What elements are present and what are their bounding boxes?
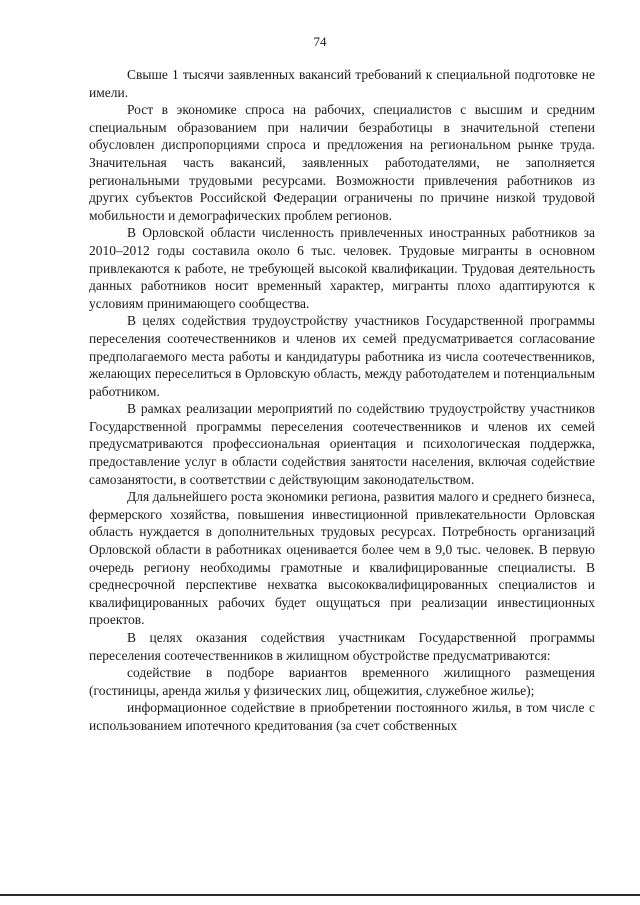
paragraph-economic-growth: Для дальнейшего роста экономики региона, развития малого и среднего бизнеса, фермерского хозяйства, повышения инвестиционной привлекательности Орловская область нуждается в дополнительных трудовых ресурсах. Потребность организаций Орловской области в работниках оценивается более чем в 9,0 тыс. человек. В первую очередь региону необходимы грамотные и квалифицированные специалисты. В среднесрочной перспективе нехватка высококвалифицированных специалистов и квалифицированных рабочих будет ощущаться при реализации инвестиционных проектов. [89, 489, 595, 628]
paragraph-vacancies: Свыше 1 тысячи заявленных вакансий требований к специальной подготовке не имели. [89, 67, 595, 100]
paragraph-permanent-housing: информационное содействие в приобретении постоянного жилья, в том числе с использованием ипотечного кредитования (за счет собственных [89, 700, 595, 733]
page-bottom-border [0, 894, 640, 896]
paragraph-career-guidance: В рамках реализации мероприятий по содействию трудоустройству участников Государственной программы переселения соотечественников и членов их семей предусматриваются профессиональная ориентация и психологическая поддержка, предоставление услуг в области содействия занятости населения, включая содействие самозанятости, в соответствии с действующим законодательством. [89, 401, 595, 487]
paragraph-employment-assistance: В целях содействия трудоустройству участников Государственной программы переселения соотечественников и членов их семей предусматривается согласование предполагаемого места работы и кандидатуры работника из числа соотечественников, желающих переселиться в Орловскую область, между работодателем и потенциальным работником. [89, 313, 595, 399]
document-body [89, 66, 595, 735]
paragraph-labor-demand: Рост в экономике спроса на рабочих, специалистов с высшим и средним специальным образованием при наличии безработицы в значительной степени обусловлен диспропорциями спроса и предложения на региональном рынке труда. Значительная часть вакансий, заявленных работодателями, не заполняется региональными трудовыми ресурсами. Возможности привлечения работников из других субъектов Российской Федерации ограничены по причине низкой трудовой мобильности и демографических проблем регионов. [89, 102, 595, 223]
paragraph-temporary-housing: содействие в подборе вариантов временного жилищного размещения (гостиницы, аренда жилья у физических лиц, общежития, служебное жилье); [89, 665, 595, 698]
page-number: 74 [313, 34, 327, 49]
paragraph-housing-assistance: В целях оказания содействия участникам Государственной программы переселения соотечественников в жилищном обустройстве предусматриваются: [89, 630, 595, 663]
paragraph-foreign-workers: В Орловской области численность привлеченных иностранных работников за 2010–2012 годы составила около 6 тыс. человек. Трудовые мигранты в основном привлекаются к работе, не требующей высокой квалификации. Трудовая деятельность данных работников носит временный характер, мигранты плохо адаптируются к условиям принимающего сообщества. [89, 225, 595, 311]
